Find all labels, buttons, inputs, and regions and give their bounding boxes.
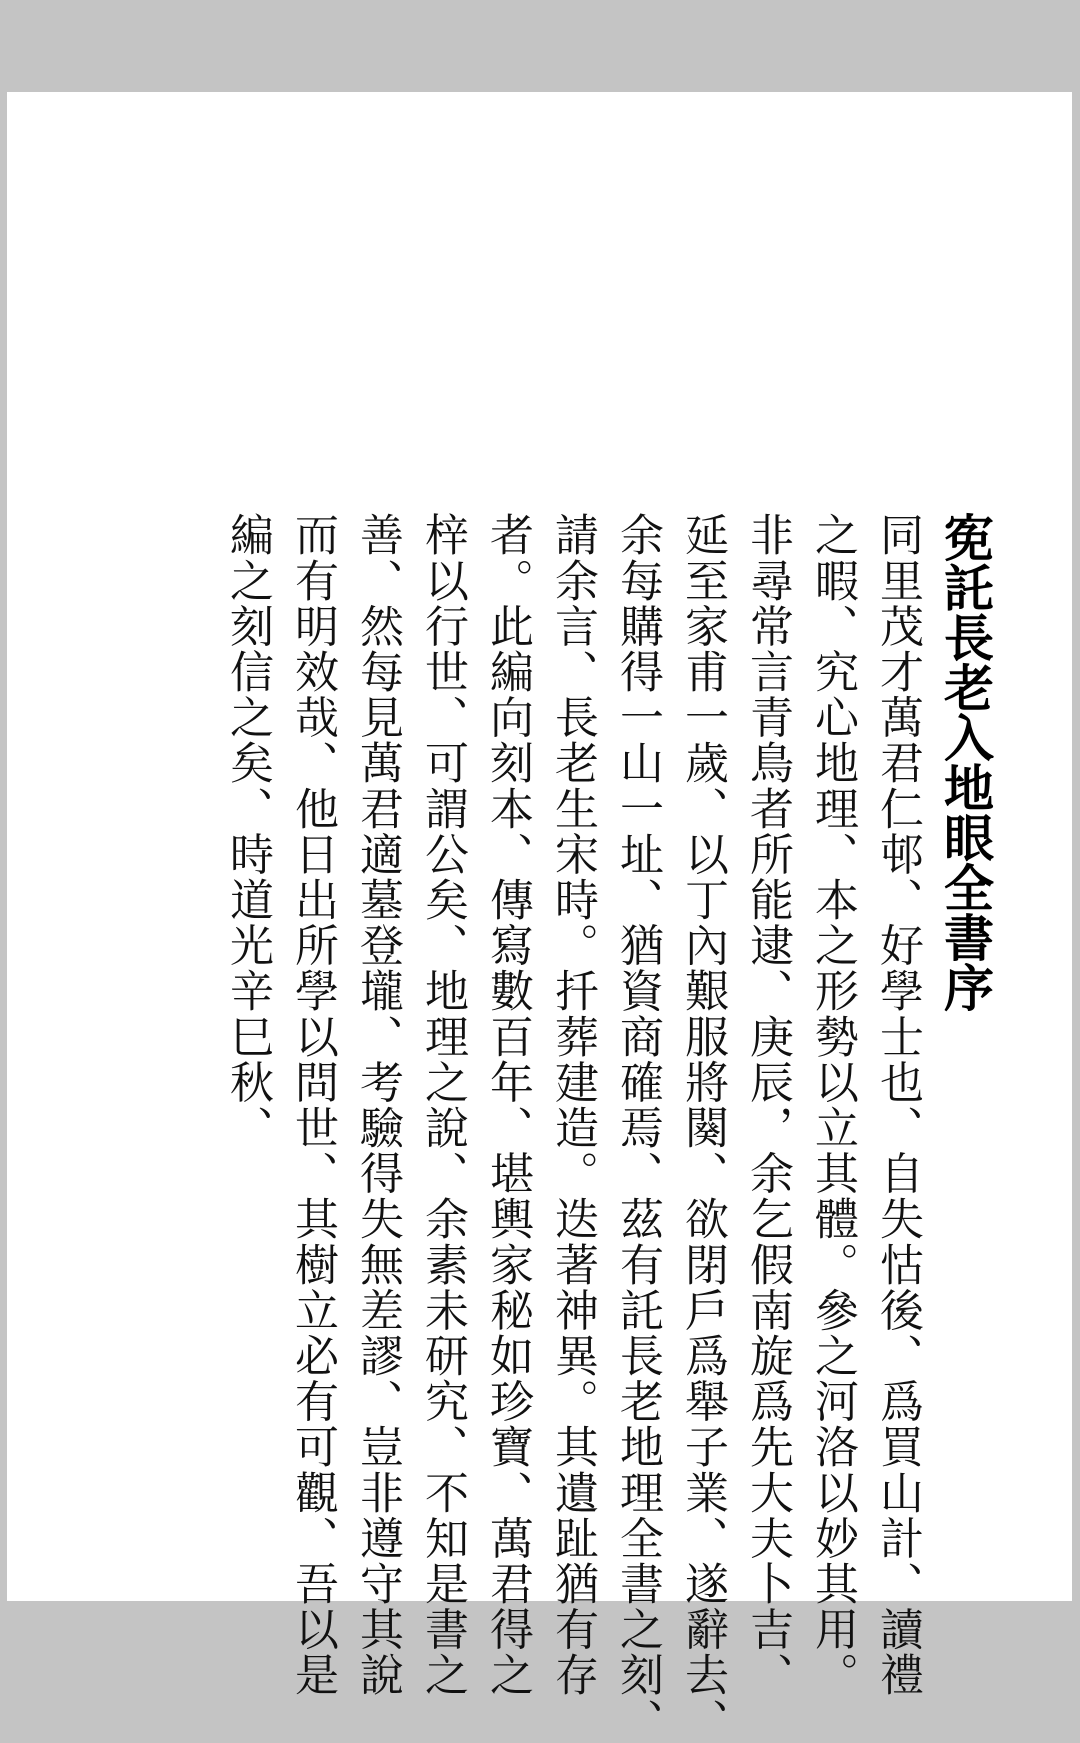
preface-text-block [222, 512, 995, 1743]
preface-title: 𡨚託長老入地眼全書序 [936, 512, 995, 1012]
text-column-8: 梓以行世、可謂公矣、地理之說、余素未研究、不知是書之 [417, 512, 468, 1698]
text-column-1: 同里茂才萬君仁邨、好學士也、自失怙後、爲買山計、讀禮 [872, 512, 923, 1698]
text-column-5: 余每購得一山一址、猶資商確焉、茲有託長老地理全書之刻、 [612, 512, 663, 1743]
text-column-2: 之暇、究心地理、本之形勢以立其體。參之河洛以妙其用。 [807, 512, 858, 1698]
text-column-11: 編之刻信之矣、時道光辛巳秋、 [222, 512, 273, 1151]
document-page [7, 92, 1072, 1743]
text-column-9: 善、然每見萬君適墓登壠、考驗得失無差謬、豈非遵守其說 [352, 512, 403, 1698]
text-column-7: 者。此編向刻本、傳寫數百年、堪輿家秘如珍寶、萬君得之 [482, 512, 533, 1698]
text-column-4: 延至家甫一歲、以丁內艱服將闋、欲閉戶爲舉子業、遂辭去、 [677, 512, 728, 1743]
text-column-10: 而有明效哉、他日出所學以問世、其樹立必有可觀、吾以是 [287, 512, 338, 1698]
text-column-6: 請余言、長老生宋時。扦葬建造。迭著神異。其遺趾猶有存 [547, 512, 598, 1698]
text-column-3: 非尋常言青鳥者所能逮、庚辰，余乞假南旋爲先大夫卜吉、 [742, 512, 793, 1698]
